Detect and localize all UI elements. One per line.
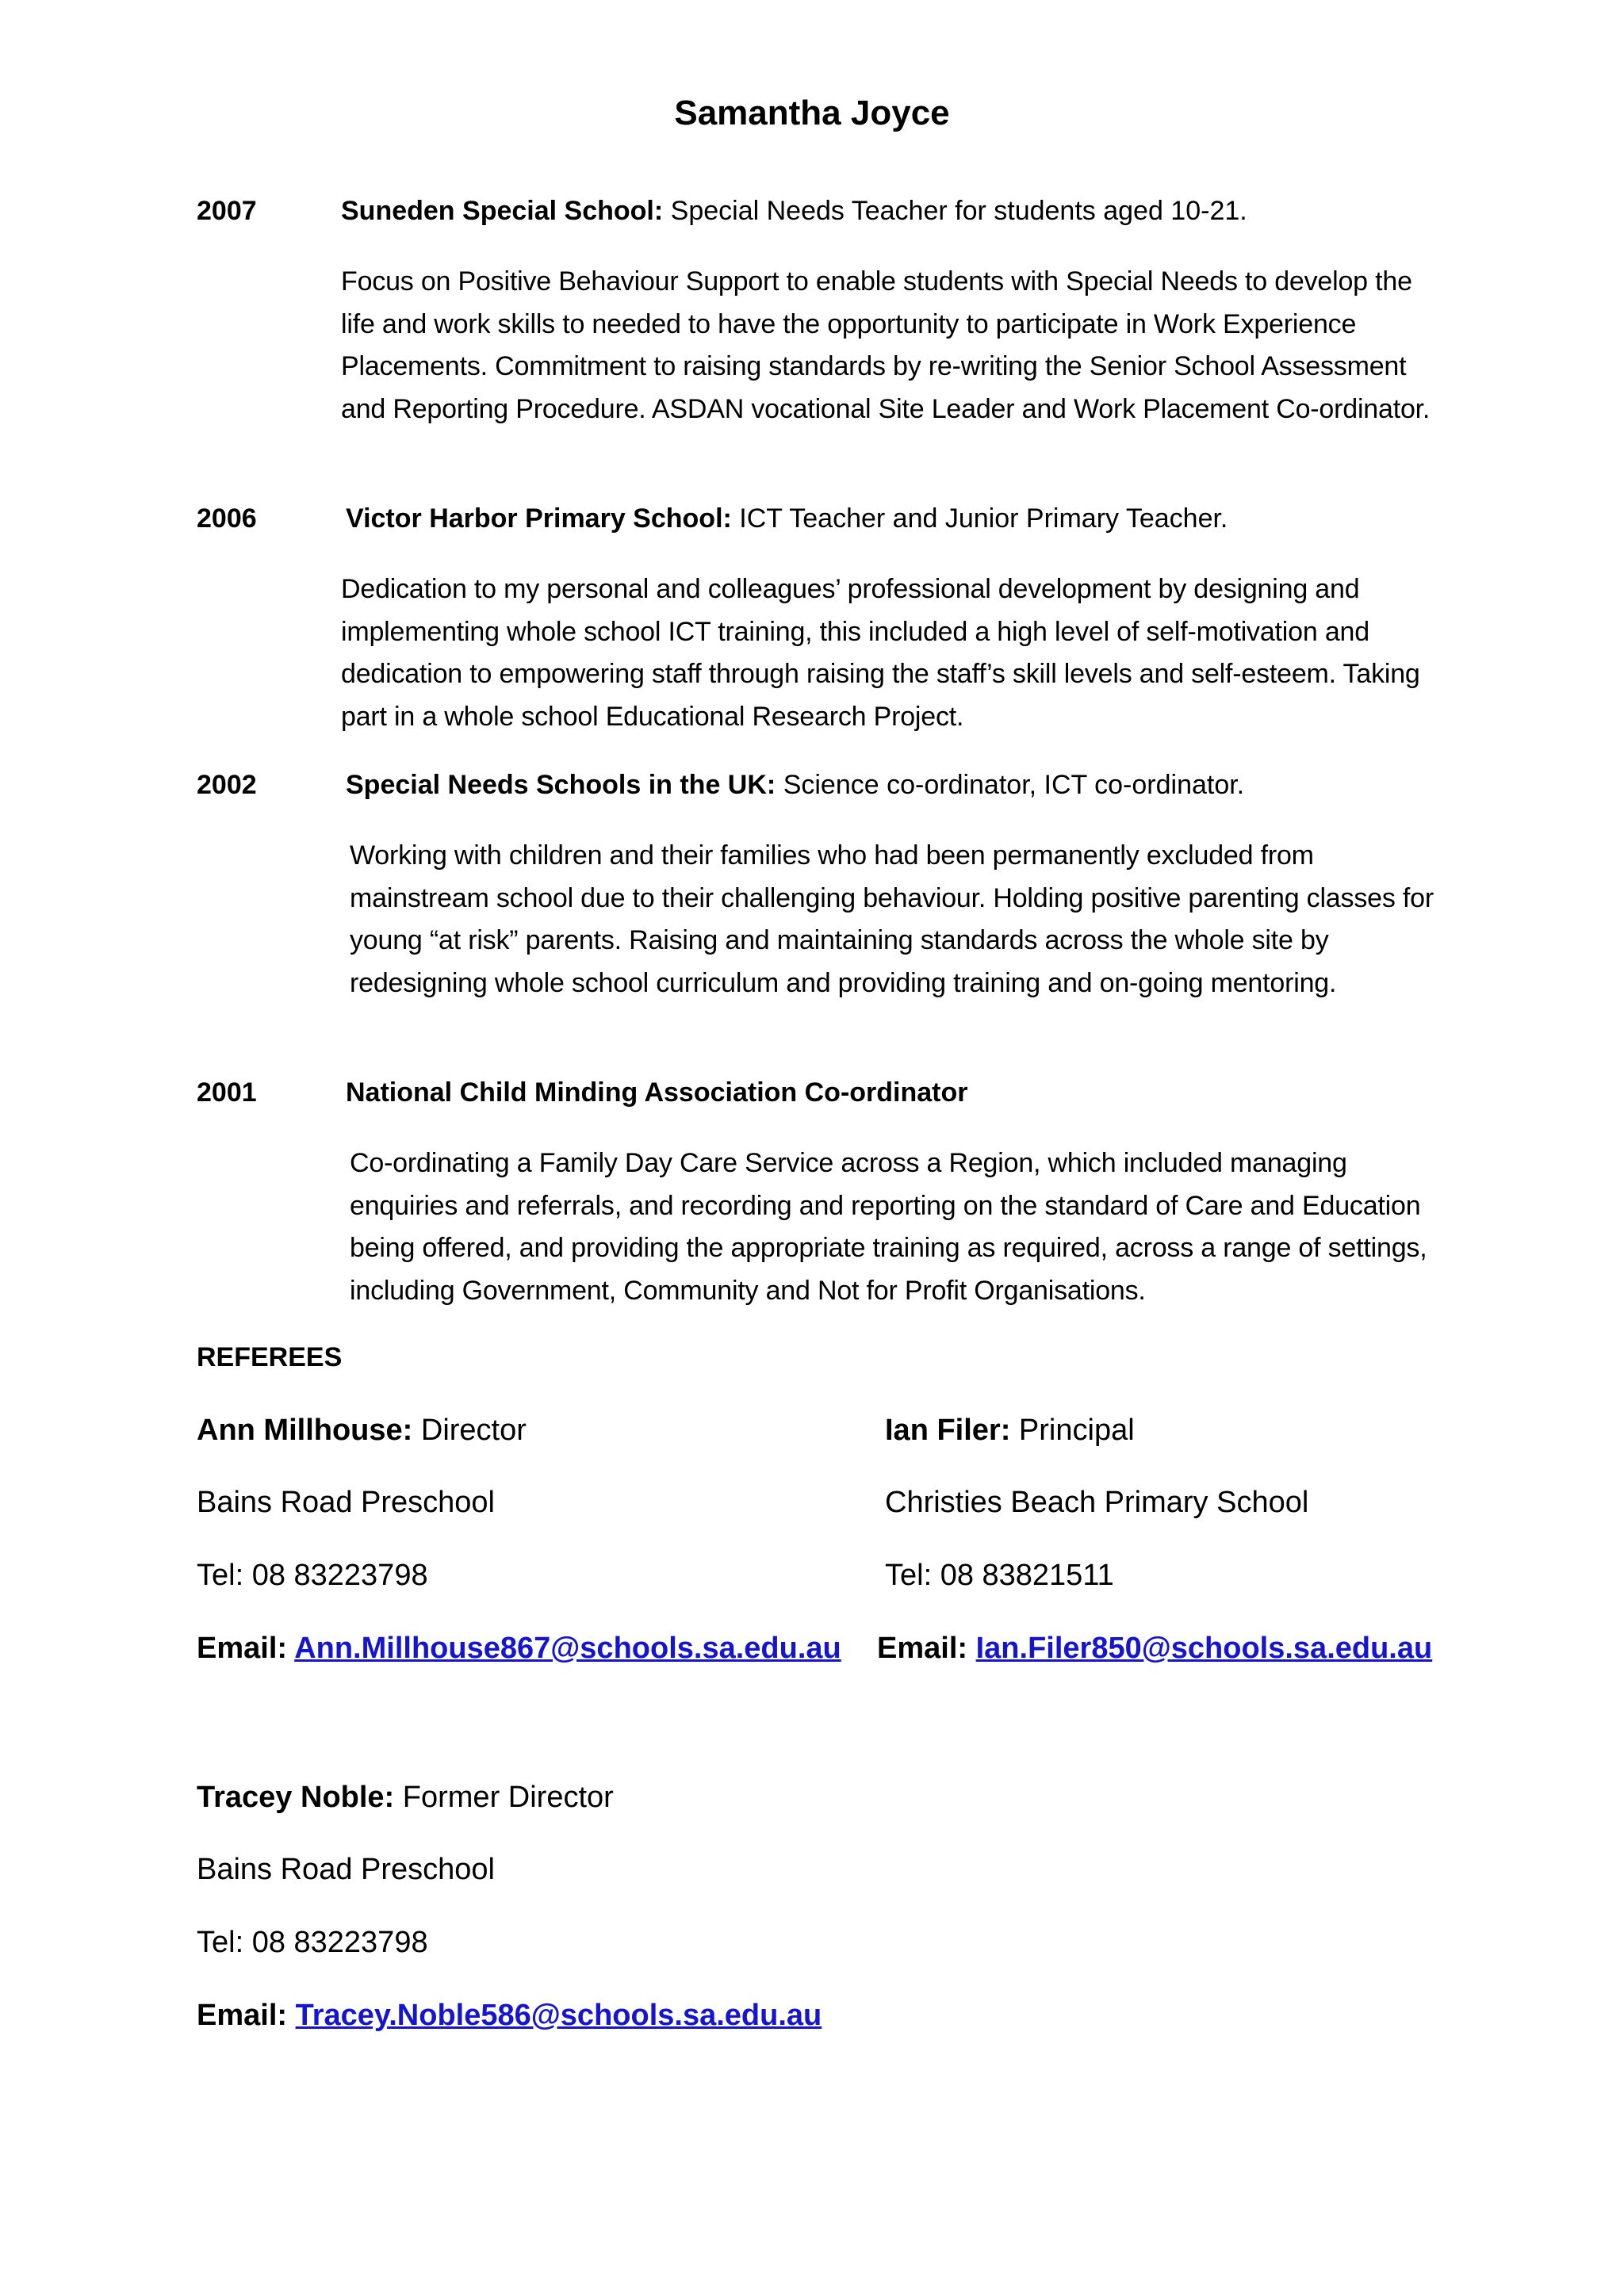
- referee-tel: Tel: 08 83821511: [885, 1559, 1114, 1592]
- experience-role: [346, 503, 1228, 534]
- email-label: Email:: [877, 1632, 976, 1665]
- referee-name: [885, 1414, 1135, 1448]
- referee-title: Former Director: [394, 1781, 614, 1814]
- referee-name: [197, 1781, 614, 1815]
- referee-email: [877, 1632, 1432, 1666]
- email-label: Email:: [197, 1999, 296, 2032]
- experience-org: Victor Harbor Primary School:: [346, 503, 732, 534]
- email-link[interactable]: Ann.Millhouse867@schools.sa.edu.au: [294, 1632, 841, 1665]
- experience-org: Special Needs Schools in the UK:: [346, 770, 776, 800]
- experience-role: [341, 196, 1247, 227]
- experience-year: 2007: [197, 196, 257, 226]
- referee-name: [197, 1414, 527, 1448]
- experience-org: Suneden Special School:: [341, 196, 664, 226]
- email-link[interactable]: Tracey.Noble586@schools.sa.edu.au: [295, 1999, 822, 2032]
- referee-tel: Tel: 08 83223798: [197, 1559, 428, 1592]
- referee-title: Principal: [1010, 1414, 1135, 1447]
- experience-role-text: Special Needs Teacher for students aged 10-21.: [663, 196, 1247, 226]
- page-title: Samantha Joyce: [674, 94, 950, 132]
- experience-description: Focus on Positive Behaviour Support to enable students with Special Needs to develop the life and work skills to needed to have the opportunity to participate in Work Experience Placements. Commitment to raising standards by re-writing the Senior School Assessment and Reporting Procedure. ASDAN vocational Site Leader and Work Placement Co-ordinator.: [341, 266, 1431, 424]
- experience-year: 2002: [197, 770, 257, 800]
- referee-org: Bains Road Preschool: [197, 1853, 495, 1886]
- email-label: Email:: [197, 1632, 295, 1665]
- email-link[interactable]: Ian.Filer850@schools.sa.edu.au: [975, 1632, 1433, 1665]
- referee-name-text: Ann Millhouse:: [197, 1414, 413, 1447]
- referees-heading: REFEREES: [197, 1342, 343, 1372]
- experience-role-text: Science co-ordinator, ICT co-ordinator.: [776, 770, 1245, 800]
- experience-year: 2001: [197, 1077, 257, 1108]
- referee-name-text: Ian Filer:: [885, 1414, 1011, 1447]
- experience-year: 2006: [197, 503, 257, 534]
- referee-org: Bains Road Preschool: [197, 1486, 495, 1519]
- experience-role: [346, 770, 1244, 801]
- experience-role-text: ICT Teacher and Junior Primary Teacher.: [731, 503, 1228, 534]
- experience-description: Dedication to my personal and colleagues’ professional development by designing and implementing whole school ICT training, this included a high level of self-motivation and dedication to empowering staff through raising the staff’s skill levels and self-esteem. Taking part in a whole school Educational Research Project.: [341, 574, 1420, 732]
- referee-org: Christies Beach Primary School: [885, 1486, 1309, 1519]
- referee-tel: Tel: 08 83223798: [197, 1926, 428, 1959]
- referee-email: [197, 1999, 822, 2033]
- referee-title: Director: [412, 1414, 527, 1447]
- referee-name-text: Tracey Noble:: [197, 1781, 395, 1814]
- experience-org: National Child Minding Association Co-ordinator: [346, 1077, 968, 1108]
- experience-role: [346, 1077, 968, 1108]
- experience-description: Working with children and their families who had been permanently excluded from mainstream school due to their challenging behaviour. Holding positive parenting classes for young “at risk” parents. Raising and maintaining standards across the whole site by redesigning whole school curriculum and providing training and on-going mentoring.: [350, 840, 1434, 998]
- referee-email: [197, 1632, 841, 1666]
- experience-description: Co-ordinating a Family Day Care Service across a Region, which included managing enquiries and referrals, and recording and reporting on the standard of Care and Education being offered, and providing the appropriate training as required, across a range of settings, including Government, Community and Not for Profit Organisations.: [350, 1148, 1427, 1306]
